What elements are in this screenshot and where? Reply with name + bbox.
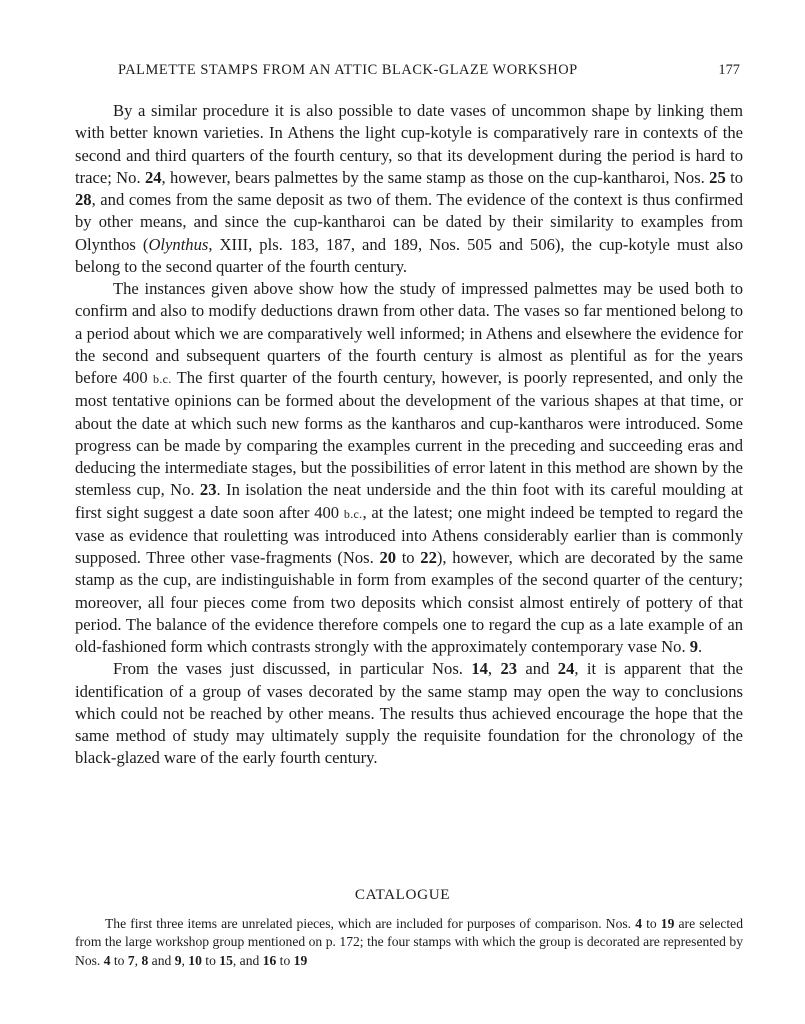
catalogue-number: 7 [127,952,135,968]
text-run: , and comes from the same deposit as two of them. The evidence of the context is thus confirmed by other means, and since the cup-kantharoi can be dated by their similarity to examples from Olynthos ( [75,190,743,254]
catalogue-number: 4 [635,916,642,931]
era-abbreviation: b.c. [343,506,363,521]
catalogue-number: 8 [141,952,149,968]
text-run: and [517,659,558,679]
text-run: to [201,952,220,968]
text-run: , [487,659,501,679]
era-abbreviation: b.c. [153,372,172,386]
page-number: 177 [718,62,740,78]
catalogue-number: 24 [144,167,162,187]
text-run: , at the latest; one might indeed be tempted to regard the vase as evidence that rouletting was introduced into Athens considerably earlier than is commonly supposed. Three other vase-fragments (Nos. [75,502,743,567]
text-run: and [148,952,175,968]
text-run: ), however, which are decorated by the same stamp as the cup, are indistinguishable in form from examples of the second quarter of the century; moreover, all four pieces come from two deposits which consist almost entirely of pottery of that period. The balance of the evidence therefore compels one to regard the cup as a late example of an old-fashioned form which contrasts strongly with the approximately contemporary vase No. [75,548,743,656]
catalogue-number: 16 [262,952,277,968]
text-run: to [396,548,421,567]
running-title: PALMETTE STAMPS FROM AN ATTIC BLACK-GLAZE WORKSHOP [118,62,578,78]
text-run: From the vases just discussed, in particular Nos. [113,659,472,679]
text-run: to [276,952,294,968]
catalogue-number: 15 [219,952,233,968]
text-run: to [725,167,743,187]
catalogue-number: 28 [75,190,92,209]
catalogue-number: 19 [293,952,308,968]
catalogue-number: 14 [471,659,488,679]
text-run: to [110,952,128,968]
catalogue-number: 9 [689,637,699,656]
text-run: are selected from the large workshop group mentioned on p. 172; the four stamps with which the group is decorated are represented by Nos. [75,916,743,968]
paragraph-1 [75,100,743,278]
catalogue-number: 19 [660,916,675,931]
paragraph-2 [75,278,743,658]
catalogue-number: 24 [557,659,575,679]
text-run: to [641,916,661,931]
text-run: , however, bears palmettes by the same stamp as those on the cup-kantharoi, Nos. [161,167,710,187]
page-header [118,62,740,84]
text-run: , XIII, pls. 183, 187, and 189, Nos. 505 and 506), the cup-kotyle must also belong to the second quarter of the fourth century. [75,234,744,276]
paragraph-3 [75,658,743,769]
catalogue-number: 23 [500,659,518,679]
catalogue-intro [75,915,743,970]
text-run: , and [232,952,263,968]
text-run: The instances given above show how the study of impressed palmettes may be used both to confirm and also to modify deductions drawn from other data. The vases so far mentioned belong to a period about which we are comparatively well informed; in Athens and elsewhere the evidence for the second and subsequent quarters of the fourth century is almost as plentiful as for the years before 400 [75,279,743,387]
catalogue-number: 23 [199,480,217,500]
text-run: The first quarter of the fourth century, however, is poorly represented, and only the most tentative opinions can be formed about the development of the various shapes at that time, or about the date at which such new forms as the kantharos and cup-kantharos were introduced. Some progress can be made by comparing the examples current in the preceding and succeeding eras and deducing the intermediate stages, but the possibilities of error latent in this method are shown by the stemless cup, No. [75,368,743,500]
publication-title: Olynthus [148,234,209,254]
catalogue-heading: CATALOGUE [354,886,451,903]
text-run: , [134,952,142,968]
text-run: The first three items are unrelated pieces, which are included for purposes of comparison. Nos. [105,916,636,931]
text-run: , [181,952,189,968]
body-text [75,100,743,770]
catalogue-number: 4 [103,952,111,968]
text-run: . In isolation the neat underside and the thin foot with its careful moulding at first sight suggest a date soon after 400 [75,480,743,522]
catalogue-number: 20 [379,548,397,567]
text-run: . [698,637,703,656]
catalogue-number: 9 [174,952,182,968]
catalogue-number: 25 [709,167,726,187]
text-run: By a similar procedure it is also possible to date vases of uncommon shape by linking them with better known varieties. In Athens the light cup-kotyle is comparatively rare in contexts of the second and third quarters of the fourth century, so that its development during the period is hard to trace; No. [75,101,743,187]
catalogue-number: 22 [420,548,437,567]
text-run: , it is apparent that the identification of a group of vases decorated by the same stamp may open the way to conclusions which could not be reached by other means. The results thus achieved encourage the hope that the same method of study may ultimately supply the requisite foundation for the chronology of the black-glazed ware of the early fourth century. [75,659,743,768]
catalogue-number: 10 [188,952,202,968]
